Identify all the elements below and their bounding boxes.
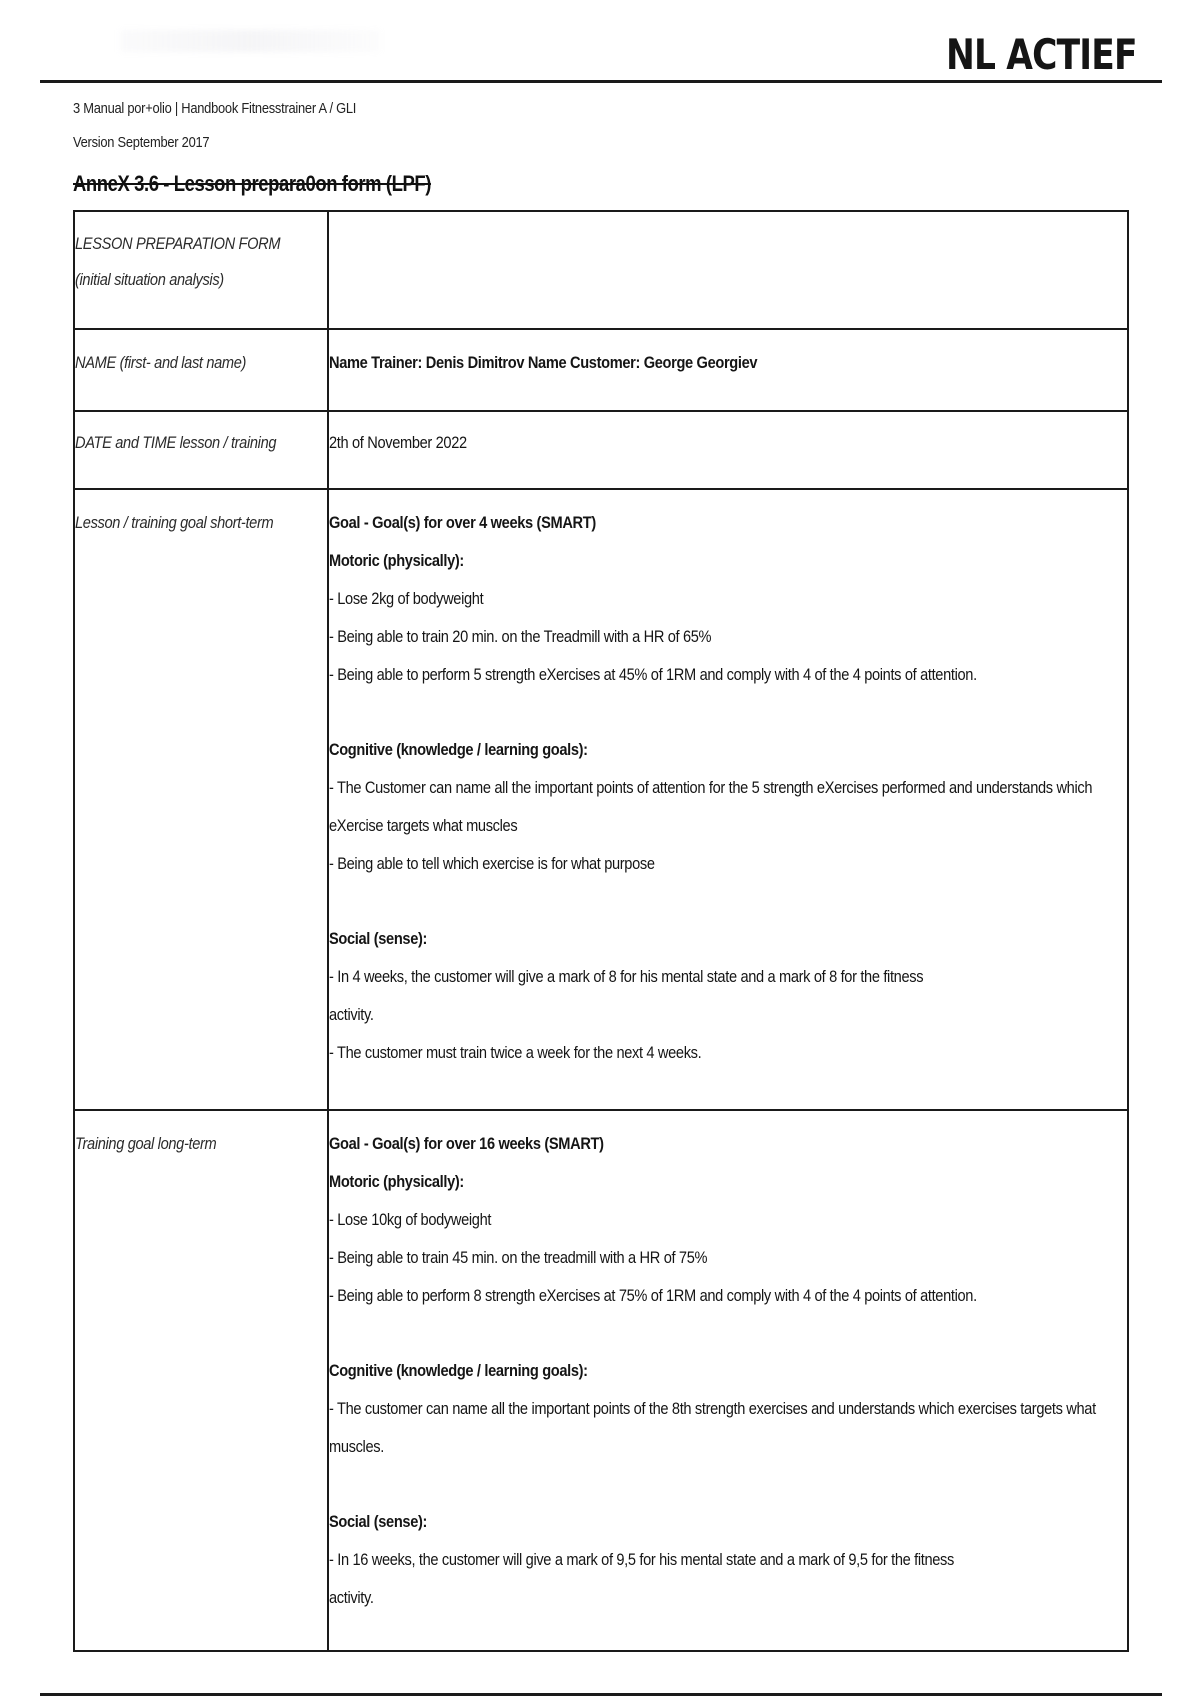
long-term-goal-row bbox=[74, 1110, 1128, 1651]
long-term-motoric-heading: Motoric (physically): bbox=[329, 1172, 464, 1191]
short-term-cognitive-heading: Cognitive (knowledge / learning goals): bbox=[329, 740, 588, 759]
long-term-cognitive-item: muscles. bbox=[329, 1437, 384, 1456]
date-value-cell bbox=[328, 411, 1128, 489]
form-header-label: LESSON PREPARATION FORM bbox=[75, 234, 281, 253]
short-term-goal-heading: Goal - Goal(s) for over 4 weeks (SMART) bbox=[329, 513, 596, 532]
short-term-social-item: - In 4 weeks, the customer will give a mark of 8 for his mental state and a mark of 8 for the fitness bbox=[329, 967, 924, 986]
faded-header-text bbox=[120, 30, 380, 52]
header-rule bbox=[40, 80, 1162, 83]
short-term-label-cell bbox=[74, 489, 328, 1110]
date-value: 2th of November 2022 bbox=[329, 433, 467, 452]
short-term-value-cell bbox=[328, 489, 1128, 1110]
form-header-sublabel: (initial situation analysis) bbox=[75, 270, 224, 289]
long-term-social-item: activity. bbox=[329, 1588, 374, 1607]
short-term-social-item: activity. bbox=[329, 1005, 374, 1024]
spacer bbox=[329, 694, 1125, 731]
document-title: AnneX 3.6 - Lesson prepara0on form (LPF) bbox=[73, 171, 431, 196]
long-term-social-item: - In 16 weeks, the customer will give a mark of 9,5 for his mental state and a mark of 9,5 for the fitness bbox=[329, 1550, 954, 1569]
spacer bbox=[329, 1315, 1125, 1352]
form-header-value-cell bbox=[328, 211, 1128, 329]
footer-rule bbox=[40, 1693, 1162, 1696]
spacer bbox=[329, 1466, 1125, 1503]
short-term-social-heading: Social (sense): bbox=[329, 929, 428, 948]
spacer bbox=[329, 883, 1125, 920]
name-value: Name Trainer: Denis Dimitrov Name Customer: George Georgiev bbox=[329, 353, 758, 372]
name-label: NAME (first- and last name) bbox=[75, 353, 247, 372]
date-row bbox=[74, 411, 1128, 489]
nl-actief-logo bbox=[944, 14, 1164, 96]
long-term-label: Training goal long-term bbox=[75, 1134, 217, 1153]
date-label: DATE and TIME lesson / training bbox=[75, 433, 277, 452]
short-term-motoric-heading: Motoric (physically): bbox=[329, 551, 464, 570]
short-term-label: Lesson / training goal short-term bbox=[75, 513, 274, 532]
short-term-cognitive-item: - The Customer can name all the important points of attention for the 5 strength eXercises performed and understands which bbox=[329, 778, 1093, 797]
short-term-motoric-item: - Being able to train 20 min. on the Treadmill with a HR of 65% bbox=[329, 627, 712, 646]
long-term-motoric-item: - Being able to perform 8 strength eXercises at 75% of 1RM and comply with 4 of the 4 points of attention. bbox=[329, 1286, 977, 1305]
long-term-social-heading: Social (sense): bbox=[329, 1512, 428, 1531]
long-term-goal-heading: Goal - Goal(s) for over 16 weeks (SMART) bbox=[329, 1134, 604, 1153]
long-term-cognitive-item: - The customer can name all the important points of the 8th strength exercises and understands which exercises targets what bbox=[329, 1399, 1096, 1418]
name-value-cell bbox=[328, 329, 1128, 411]
version-line: Version September 2017 bbox=[73, 134, 210, 151]
manual-reference: 3 Manual por+olio | Handbook Fitnesstrainer A / GLI bbox=[73, 100, 357, 117]
long-term-motoric-item: - Being able to train 45 min. on the treadmill with a HR of 75% bbox=[329, 1248, 708, 1267]
short-term-social-item: - The customer must train twice a week for the next 4 weeks. bbox=[329, 1043, 702, 1062]
short-term-motoric-item: - Being able to perform 5 strength eXercises at 45% of 1RM and comply with 4 of the 4 points of attention. bbox=[329, 665, 977, 684]
long-term-motoric-item: - Lose 10kg of bodyweight bbox=[329, 1210, 492, 1229]
name-label-cell bbox=[74, 329, 328, 411]
short-term-cognitive-item: eXercise targets what muscles bbox=[329, 816, 518, 835]
short-term-motoric-item: - Lose 2kg of bodyweight bbox=[329, 589, 484, 608]
long-term-label-cell bbox=[74, 1110, 328, 1651]
form-header-label-cell bbox=[74, 211, 328, 329]
form-header-row bbox=[74, 211, 1128, 329]
short-term-cognitive-item: - Being able to tell which exercise is for what purpose bbox=[329, 854, 655, 873]
long-term-cognitive-heading: Cognitive (knowledge / learning goals): bbox=[329, 1361, 588, 1380]
name-row bbox=[74, 329, 1128, 411]
long-term-value-cell bbox=[328, 1110, 1128, 1651]
logo-text: NL ACTIEF bbox=[946, 30, 1137, 79]
date-label-cell bbox=[74, 411, 328, 489]
lesson-preparation-table bbox=[73, 210, 1129, 1652]
short-term-goal-row bbox=[74, 489, 1128, 1110]
